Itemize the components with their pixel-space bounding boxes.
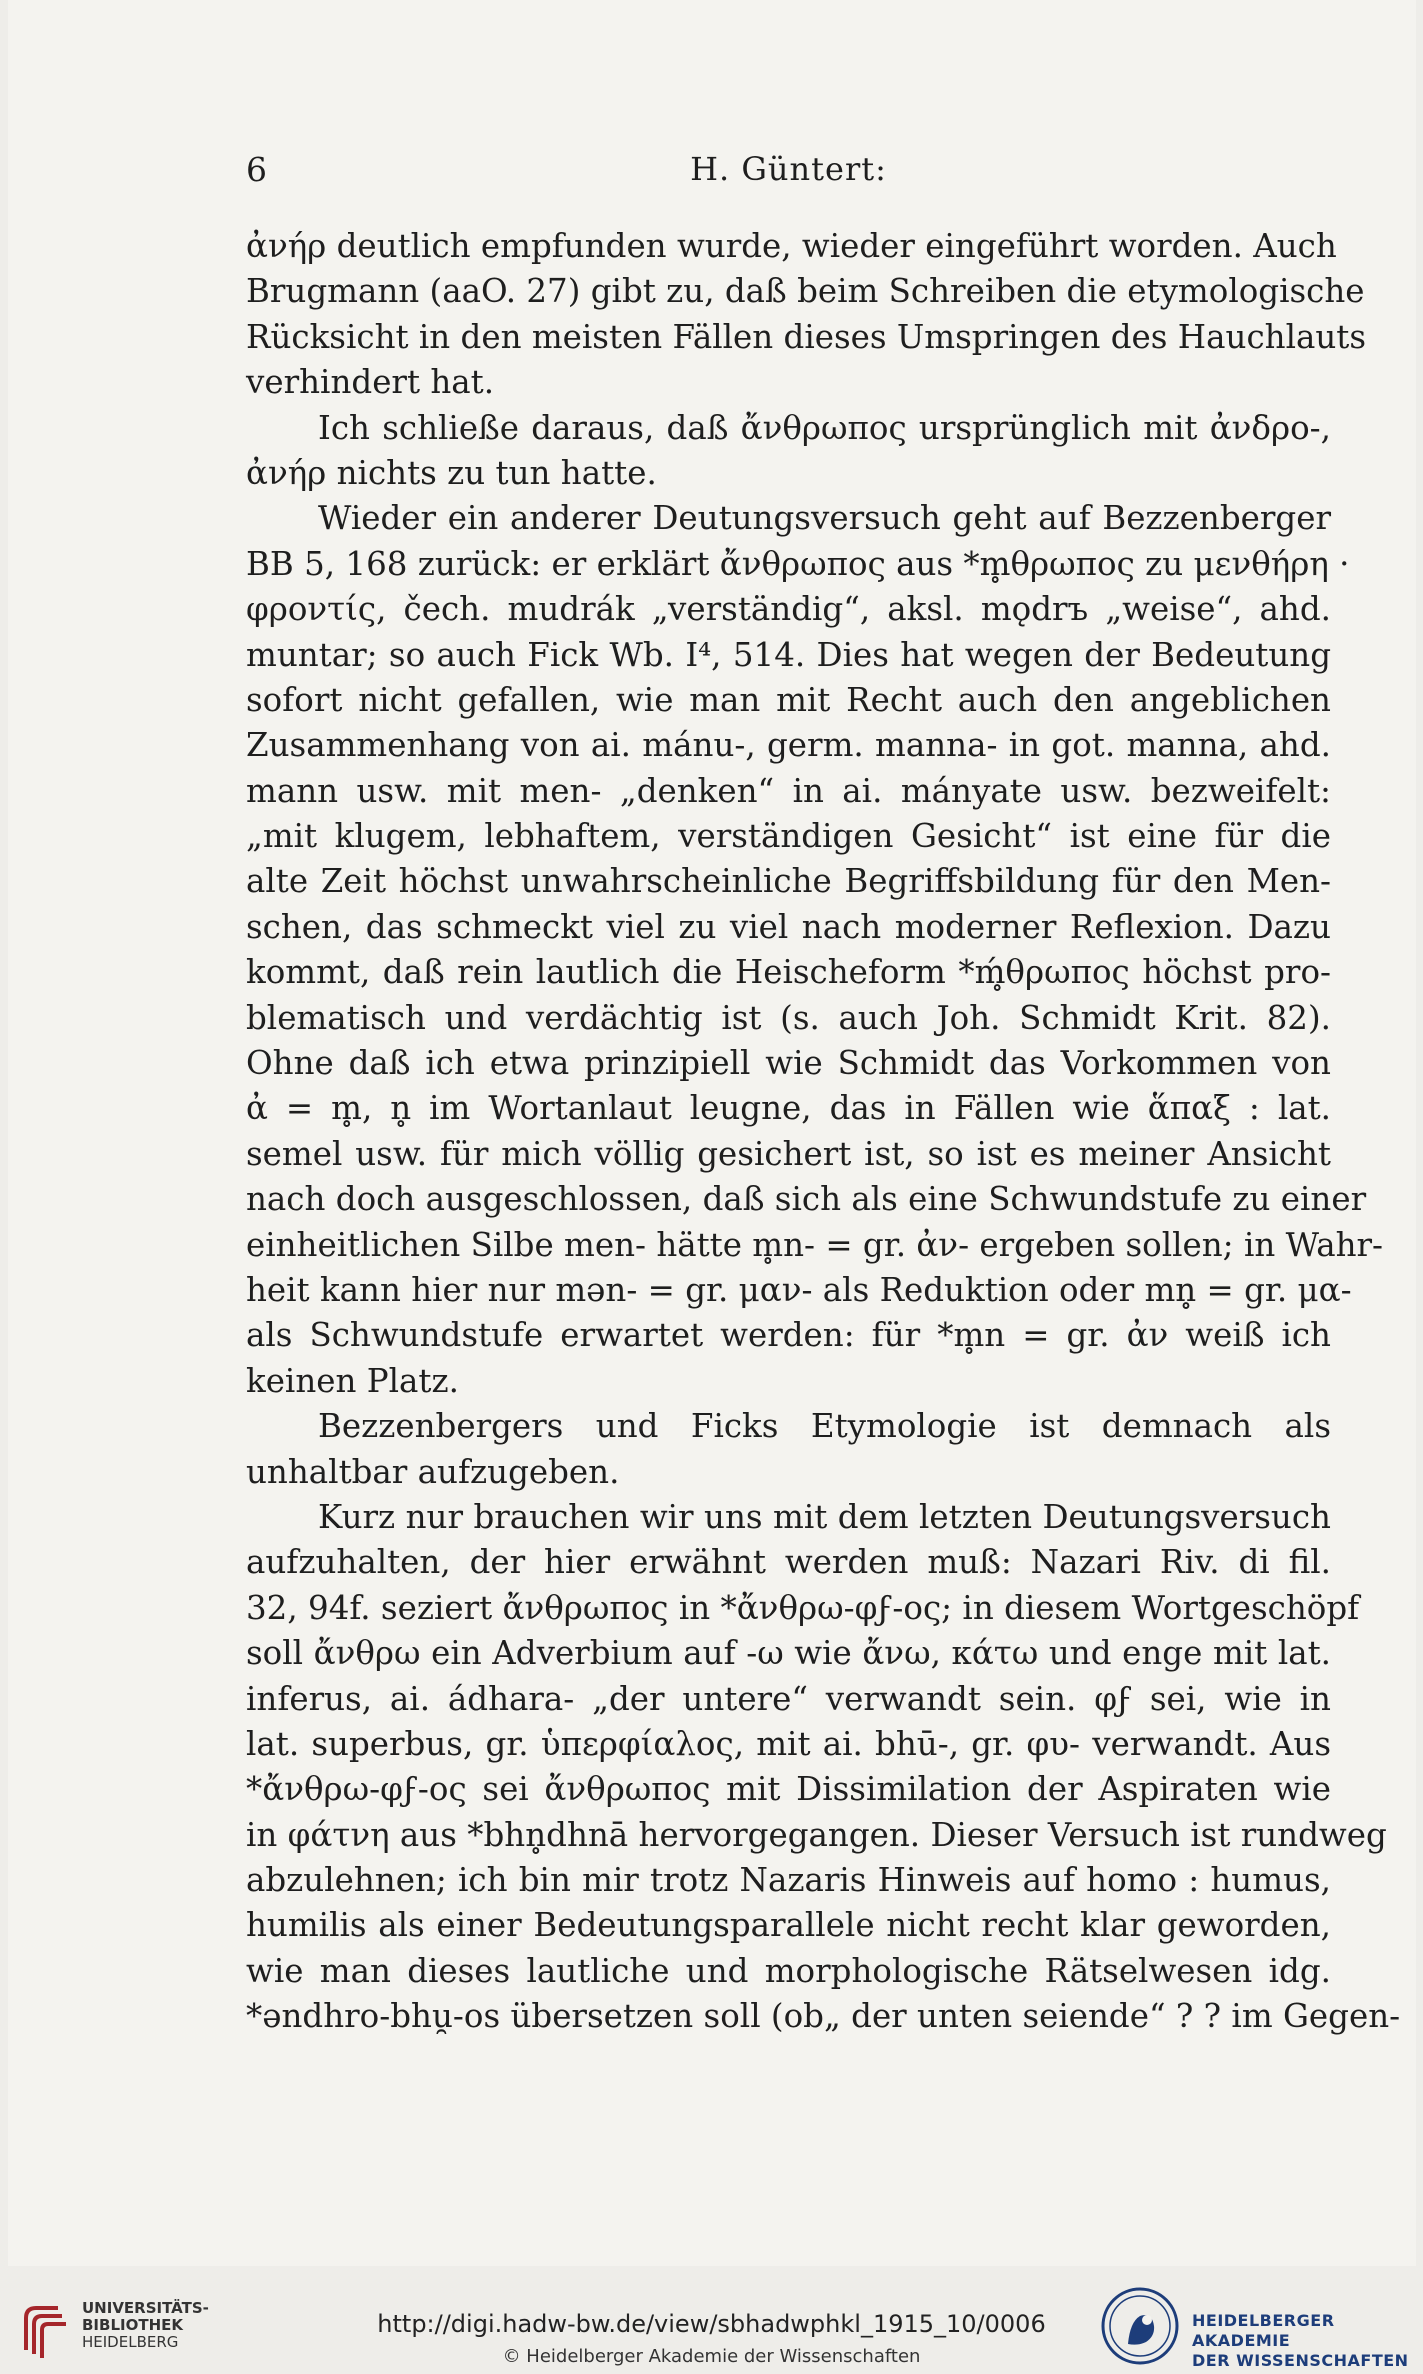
text-line: in φάτνη aus *bhn̥dhnā hervorgegangen. Dieser Versuch ist rundweg [246, 1815, 1387, 1854]
scanned-page [8, 0, 1416, 2266]
text-line: BB 5, 168 zurück: er erklärt ἄνθρωπος aus *m̥θρωπος zu μενθήρη · [246, 544, 1350, 583]
copyright-notice: © Heidelberger Akademie der Wissenschaften [502, 2346, 921, 2367]
text-line: kommt, daß rein lautlich die Heischeform *ḿ̥θρωπος höchst pro- [246, 953, 1331, 992]
text-line: ἀνήρ nichts zu tun hatte. [246, 453, 657, 492]
text-line: Bezzenbergers und Ficks Etymologie ist demnach als [318, 1407, 1331, 1446]
page-header [246, 150, 1331, 198]
text-line: alte Zeit höchst unwahrscheinliche Begriffsbildung für den Men- [246, 862, 1331, 901]
body-text [246, 224, 1401, 2040]
text-line: verhindert hat. [246, 363, 495, 402]
text-line: inferus, ai. ádhara- „der untere“ verwandt sein. φϝ sei, wie in [246, 1679, 1331, 1718]
text-line: lat. superbus, gr. ὑπερφίαλος, mit ai. bhū-, gr. φυ- verwandt. Aus [246, 1724, 1331, 1763]
text-line: Ohne daß ich etwa prinzipiell wie Schmidt das Vorkommen von [246, 1044, 1331, 1083]
text-line: φροντίς, čech. mudrák „verständig“, aksl. mǫdrъ „weise“, ahd. [246, 590, 1331, 629]
text-line: abzulehnen; ich bin mir trotz Nazaris Hinweis auf homo : humus, [246, 1861, 1331, 1900]
text-line: Rücksicht in den meisten Fällen dieses Umspringen des Hauchlauts [246, 317, 1367, 356]
text-line: aufzuhalten, der hier erwähnt werden muß: Nazari Riv. di fil. [246, 1543, 1331, 1582]
text-line: humilis als einer Bedeutungsparallele nicht recht klar geworden, [246, 1906, 1331, 1945]
text-line: nach doch ausgeschlossen, daß sich als eine Schwundstufe zu einer [246, 1180, 1367, 1219]
text-line: 32, 94f. seziert ἄνθρωπος in *ἄνθρω-φϝ-ος; in diesem Wortgeschöpf [246, 1588, 1360, 1627]
text-line: Kurz nur brauchen wir uns mit dem letzten Deutungsversuch [318, 1497, 1331, 1536]
running-head: H. Güntert: [690, 150, 887, 188]
page-number: 6 [246, 150, 267, 189]
text-line: wie man dieses lautliche und morphologische Rätselwesen idg. [246, 1951, 1331, 1990]
text-line: als Schwundstufe erwartet werden: für *m̥n = gr. ἀν weiß ich [246, 1316, 1331, 1355]
text-line: mann usw. mit men- „denken“ in ai. mányate usw. bezweifelt: [246, 771, 1331, 810]
text-line: unhaltbar aufzugeben. [246, 1452, 620, 1491]
text-line: sofort nicht gefallen, wie man mit Recht auch den angeblichen [246, 680, 1331, 719]
academy-name: HEIDELBERGER AKADEMIE DER WISSENSCHAFTEN [1192, 2311, 1409, 2370]
text-line: muntar; so auch Fick Wb. I⁴, 514. Dies hat wegen der Bedeutung [246, 635, 1331, 674]
text-line: *əndhro-bhu̯-os übersetzen soll (ob„ der unten seiende“ ? ? im Gegen- [246, 1997, 1401, 2036]
text-line: Ich schließe daraus, daß ἄνθρωπος ursprünglich mit ἀνδρο-, [318, 408, 1331, 447]
text-line: heit kann hier nur mən- = gr. μαν- als Reduktion oder mn̥ = gr. μα- [246, 1270, 1352, 1309]
text-line: Brugmann (aaO. 27) gibt zu, daß beim Schreiben die etymologische [246, 272, 1365, 311]
text-line: *ἄνθρω-φϝ-ος sei ἄνθρωπος mit Dissimilation der Aspiraten wie [246, 1770, 1331, 1809]
text-line: schen, das schmeckt viel zu viel nach moderner Reflexion. Dazu [246, 907, 1331, 946]
text-line: soll ἄνθρω ein Adverbium auf -ω wie ἄνω, κάτω und enge mit lat. [246, 1634, 1331, 1673]
university-library-name: UNIVERSITÄTS- BIBLIOTHEK HEIDELBERG [82, 2299, 209, 2351]
text-line: ἀ = m̥, n̥ im Wortanlaut leugne, das in Fällen wie ἅπαξ : lat. [246, 1089, 1331, 1128]
text-line: einheitlichen Silbe men- hätte m̥n- = gr. ἀν- ergeben sollen; in Wahr- [246, 1225, 1384, 1264]
text-line: Zusammenhang von ai. mánu-, germ. manna- in got. manna, ahd. [246, 726, 1331, 765]
text-line: „mit klugem, lebhaftem, verständigen Gesicht“ ist eine für die [246, 817, 1331, 856]
text-line: keinen Platz. [246, 1361, 459, 1400]
text-line: semel usw. für mich völlig gesichert ist, so ist es meiner Ansicht [246, 1134, 1331, 1173]
permalink-url[interactable]: http://digi.hadw-bw.de/view/sbhadwphkl_1915_10/0006 [377, 2310, 1046, 2338]
text-line: Wieder ein anderer Deutungsversuch geht auf Bezzenberger [318, 499, 1331, 538]
academy-seal-icon [1100, 2286, 1180, 2366]
text-line: ἀνήρ deutlich empfunden wurde, wieder eingeführt worden. Auch [246, 227, 1337, 265]
viewer-footer [0, 2266, 1423, 2374]
text-line: blematisch und verdächtig ist (s. auch Joh. Schmidt Krit. 82). [246, 998, 1331, 1037]
